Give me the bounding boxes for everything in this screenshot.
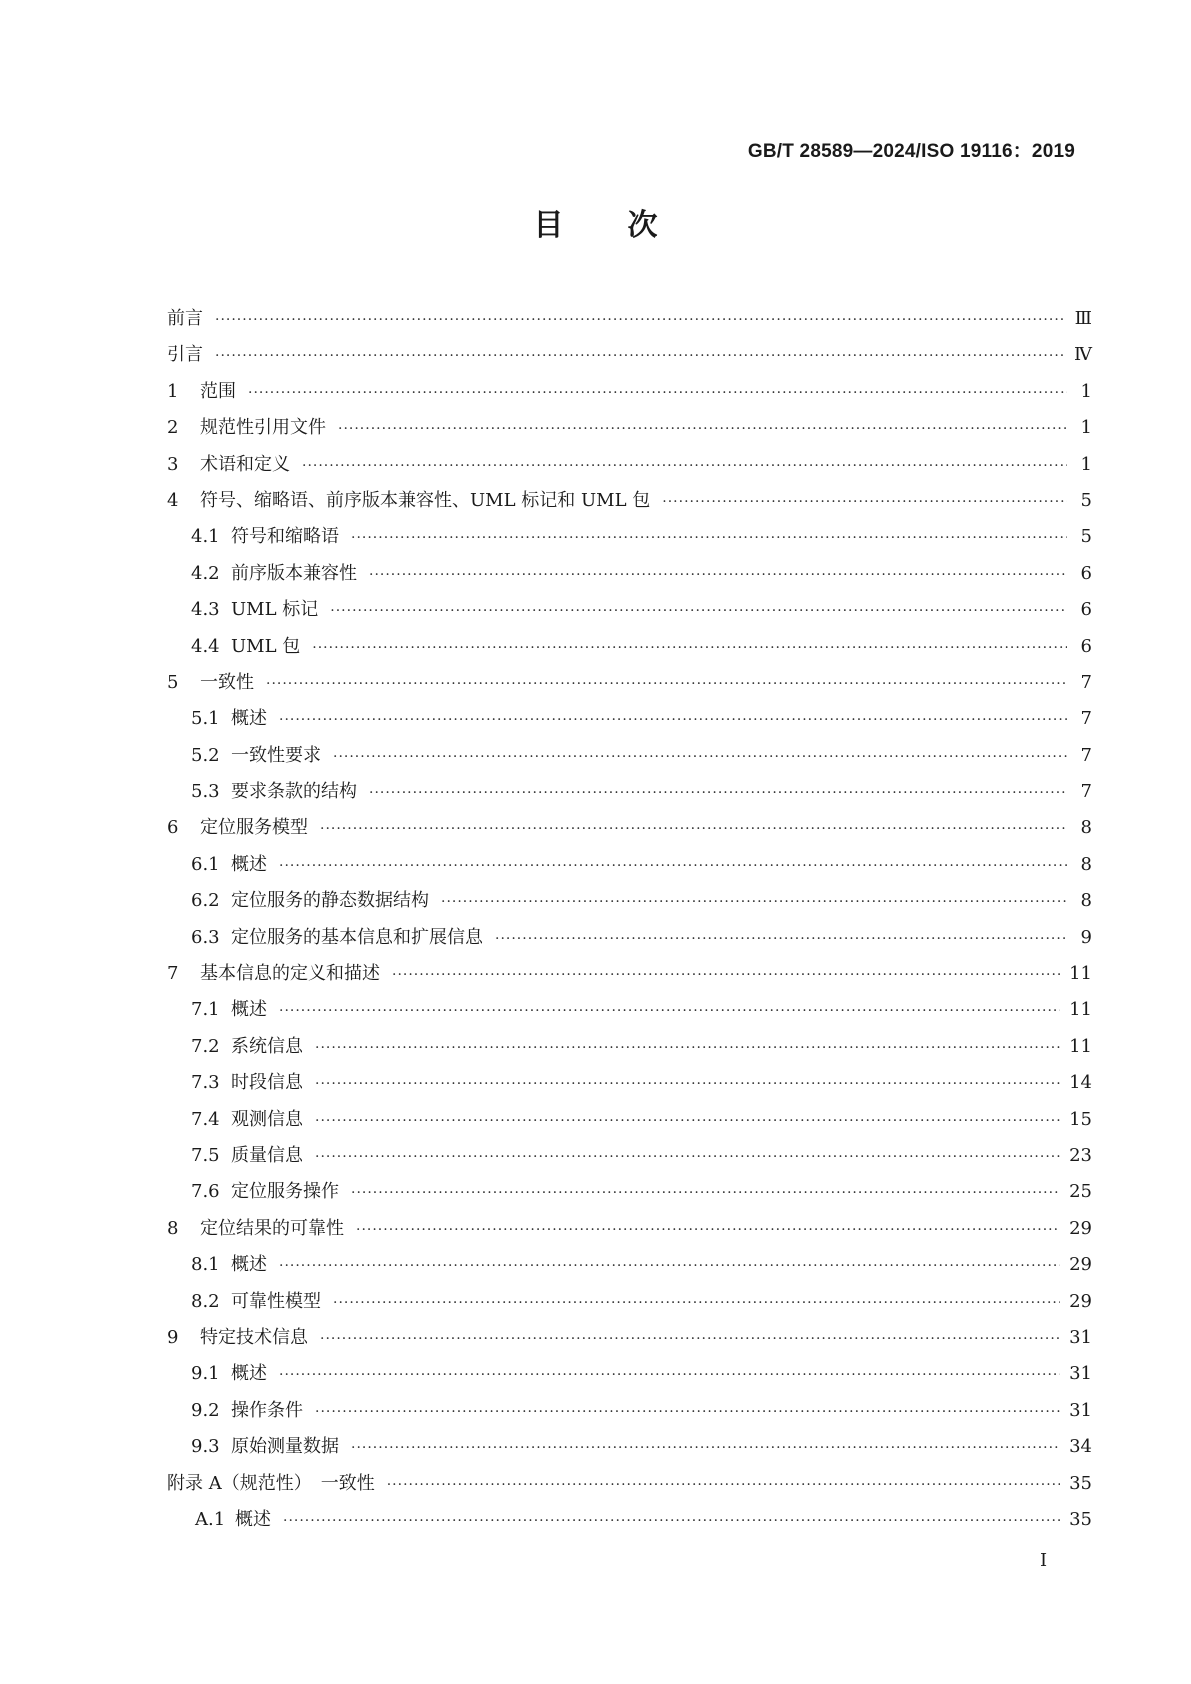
toc-entry[interactable] — [167, 883, 1092, 919]
toc-entry-page: 29 — [1069, 1290, 1092, 1312]
toc-entry-title: 系统信息 — [231, 1035, 303, 1057]
dot-leader — [330, 593, 1067, 629]
dot-leader — [315, 1066, 1060, 1102]
dot-leader — [215, 338, 1065, 374]
toc-entry-page: 8 — [1080, 890, 1092, 912]
dot-leader — [302, 448, 1067, 484]
toc-entry-page: 25 — [1069, 1181, 1092, 1203]
toc-entry-title: 基本信息的定义和描述 — [200, 963, 380, 985]
table-of-contents — [167, 301, 1092, 1538]
toc-entry[interactable] — [167, 1102, 1092, 1138]
dot-leader — [315, 1103, 1060, 1139]
toc-entry[interactable] — [167, 1284, 1092, 1320]
toc-entry-number: 5.1 — [191, 708, 220, 730]
toc-entry[interactable] — [167, 556, 1092, 592]
toc-entry[interactable] — [167, 1320, 1092, 1356]
toc-entry-title: 附录 A（规范性） 一致性 — [167, 1472, 375, 1494]
toc-entry[interactable] — [167, 1174, 1092, 1210]
toc-entry[interactable] — [167, 410, 1092, 446]
toc-entry-number: 7.1 — [191, 999, 220, 1021]
toc-entry-page: Ⅳ — [1074, 344, 1092, 366]
dot-leader — [315, 1394, 1060, 1430]
toc-entry[interactable] — [167, 1393, 1092, 1429]
toc-entry-title: 一致性 — [200, 671, 254, 693]
toc-entry[interactable] — [167, 1429, 1092, 1465]
toc-entry-page: 6 — [1080, 599, 1092, 621]
toc-entry-title: 可靠性模型 — [231, 1290, 321, 1312]
toc-entry-page: 14 — [1069, 1072, 1092, 1094]
toc-entry-number: 7.4 — [191, 1108, 220, 1130]
dot-leader — [279, 993, 1060, 1029]
toc-entry-title: 前言 — [167, 308, 203, 329]
toc-entry[interactable] — [167, 1502, 1092, 1538]
dot-leader — [333, 1285, 1060, 1321]
dot-leader — [320, 1321, 1060, 1357]
dot-leader — [248, 375, 1067, 411]
toc-entry-number: 6.1 — [191, 853, 220, 875]
dot-leader — [441, 884, 1067, 920]
toc-entry-page: 1 — [1080, 453, 1092, 475]
toc-entry-page: Ⅲ — [1074, 308, 1092, 329]
toc-entry-number: 6.3 — [191, 926, 220, 948]
dot-leader — [392, 957, 1060, 993]
toc-entry[interactable] — [167, 774, 1092, 810]
toc-entry[interactable] — [167, 1065, 1092, 1101]
toc-entry-title: 原始测量数据 — [231, 1436, 339, 1458]
toc-entry-number: 5.3 — [191, 781, 220, 803]
toc-entry-title: UML 标记 — [231, 599, 319, 621]
toc-entry-title: 定位服务的基本信息和扩展信息 — [231, 926, 483, 948]
dot-leader — [662, 484, 1067, 520]
toc-entry[interactable] — [167, 701, 1092, 737]
toc-entry-title: 概述 — [231, 853, 267, 875]
toc-entry-title: 概述 — [235, 1508, 271, 1530]
toc-entry-title: 定位服务操作 — [231, 1181, 339, 1203]
toc-entry-page: 6 — [1080, 562, 1092, 584]
toc-entry[interactable] — [167, 1466, 1092, 1502]
toc-entry[interactable] — [167, 337, 1092, 373]
toc-entry-title: 特定技术信息 — [200, 1326, 308, 1348]
toc-entry-page: 29 — [1069, 1254, 1092, 1276]
toc-entry-number: 7.3 — [191, 1072, 220, 1094]
toc-entry[interactable] — [167, 301, 1092, 337]
toc-entry[interactable] — [167, 847, 1092, 883]
toc-entry[interactable] — [167, 956, 1092, 992]
toc-entry-page: 7 — [1080, 744, 1092, 766]
toc-entry-number: 9.1 — [191, 1363, 220, 1385]
toc-entry-title: 一致性要求 — [231, 744, 321, 766]
toc-entry-title: 符号和缩略语 — [231, 526, 339, 548]
toc-entry-number: 9.3 — [191, 1436, 220, 1458]
document-code: GB/T 28589—2024/ISO 19116：2019 — [747, 141, 1075, 162]
toc-entry-number: 4.4 — [191, 635, 220, 657]
toc-entry-title: 引言 — [167, 344, 203, 366]
toc-entry-number: 4 — [167, 489, 179, 511]
toc-entry-page: 6 — [1080, 635, 1092, 657]
title-part-2: 次 — [627, 208, 658, 243]
toc-entry-number: 4.2 — [191, 562, 220, 584]
toc-entry-page: 9 — [1080, 926, 1092, 948]
toc-entry-page: 15 — [1069, 1108, 1092, 1130]
toc-entry-title: 规范性引用文件 — [200, 417, 326, 439]
dot-leader — [266, 666, 1067, 702]
toc-entry-page: 11 — [1069, 963, 1092, 985]
dot-leader — [320, 811, 1067, 847]
dot-leader — [312, 630, 1067, 666]
toc-entry-page: 7 — [1080, 708, 1092, 730]
toc-entry-page: 7 — [1080, 781, 1092, 803]
toc-entry-title: 操作条件 — [231, 1399, 303, 1421]
toc-entry-number: 8 — [167, 1217, 179, 1239]
toc-entry[interactable] — [167, 738, 1092, 774]
toc-entry-number: 2 — [167, 417, 179, 439]
toc-entry-page: 1 — [1080, 380, 1092, 402]
toc-entry-page: 5 — [1080, 489, 1092, 511]
toc-entry-title: 要求条款的结构 — [231, 781, 357, 803]
dot-leader — [279, 1248, 1060, 1284]
toc-entry-number: 6.2 — [191, 890, 220, 912]
toc-entry-page: 11 — [1069, 1035, 1092, 1057]
toc-entry-number: 8.1 — [191, 1254, 220, 1276]
dot-leader — [369, 557, 1067, 593]
toc-entry-number: 7 — [167, 963, 179, 985]
toc-entry-page: 31 — [1069, 1326, 1092, 1348]
dot-leader — [279, 1357, 1060, 1393]
toc-entry-number: 3 — [167, 453, 179, 475]
toc-entry-page: 23 — [1069, 1144, 1092, 1166]
toc-entry-title: 观测信息 — [231, 1108, 303, 1130]
toc-entry-page: 35 — [1069, 1508, 1092, 1530]
toc-entry-page: 11 — [1069, 999, 1092, 1021]
dot-leader — [369, 775, 1067, 811]
toc-entry-number: 9.2 — [191, 1399, 220, 1421]
toc-entry-number: 7.6 — [191, 1181, 220, 1203]
toc-entry-title: 时段信息 — [231, 1072, 303, 1094]
dot-leader — [356, 1212, 1060, 1248]
toc-entry[interactable] — [167, 629, 1092, 665]
toc-entry-number: 9 — [167, 1326, 179, 1348]
toc-entry-title: 概述 — [231, 1363, 267, 1385]
toc-entry-number: 6 — [167, 817, 179, 839]
toc-entry-number: 7.5 — [191, 1144, 220, 1166]
toc-entry-title: 质量信息 — [231, 1144, 303, 1166]
dot-leader — [351, 1175, 1060, 1211]
toc-entry-number: 5 — [167, 671, 179, 693]
dot-leader — [333, 739, 1067, 775]
toc-entry[interactable] — [167, 1211, 1092, 1247]
toc-entry[interactable] — [167, 447, 1092, 483]
toc-entry-page: 31 — [1069, 1399, 1092, 1421]
toc-entry[interactable] — [167, 519, 1092, 555]
dot-leader — [279, 702, 1067, 738]
dot-leader — [283, 1503, 1060, 1539]
toc-entry-page: 35 — [1069, 1472, 1092, 1494]
dot-leader — [351, 1430, 1060, 1466]
dot-leader — [351, 520, 1067, 556]
toc-entry[interactable] — [167, 1138, 1092, 1174]
toc-entry-title: 概述 — [231, 1254, 267, 1276]
toc-entry[interactable] — [167, 1029, 1092, 1065]
toc-entry[interactable] — [167, 592, 1092, 628]
page-title — [0, 200, 1191, 244]
toc-entry-number: A.1 — [195, 1508, 226, 1530]
toc-entry[interactable] — [167, 483, 1092, 519]
dot-leader — [315, 1030, 1060, 1066]
dot-leader — [338, 411, 1067, 447]
toc-entry[interactable] — [167, 810, 1092, 846]
toc-entry-page: 31 — [1069, 1363, 1092, 1385]
toc-entry[interactable] — [167, 1356, 1092, 1392]
toc-entry-page: 8 — [1080, 817, 1092, 839]
toc-entry-title: 定位服务模型 — [200, 817, 308, 839]
dot-leader — [215, 302, 1066, 338]
dot-leader — [387, 1467, 1060, 1503]
dot-leader — [495, 921, 1067, 957]
toc-entry-page: 8 — [1080, 853, 1092, 875]
page-number: I — [1040, 1550, 1048, 1571]
toc-entry-number: 8.2 — [191, 1290, 220, 1312]
toc-entry-title: 符号、缩略语、前序版本兼容性、UML 标记和 UML 包 — [200, 489, 651, 511]
toc-entry-number: 1 — [167, 380, 179, 402]
toc-entry[interactable] — [167, 1247, 1092, 1283]
toc-entry-page: 5 — [1080, 526, 1092, 548]
toc-entry-title: 概述 — [231, 708, 267, 730]
toc-entry-page: 29 — [1069, 1217, 1092, 1239]
toc-entry-title: 术语和定义 — [200, 453, 290, 475]
toc-entry-page: 34 — [1069, 1436, 1092, 1458]
dot-leader — [279, 848, 1067, 884]
toc-entry-title: 定位服务的静态数据结构 — [231, 890, 429, 912]
dot-leader — [315, 1139, 1060, 1175]
toc-entry[interactable] — [167, 920, 1092, 956]
toc-entry-title: 定位结果的可靠性 — [200, 1217, 344, 1239]
toc-entry-title: 概述 — [231, 999, 267, 1021]
toc-entry[interactable] — [167, 992, 1092, 1028]
toc-entry[interactable] — [167, 374, 1092, 410]
toc-entry-page: 7 — [1080, 671, 1092, 693]
toc-entry-number: 4.1 — [191, 526, 220, 548]
toc-entry-number: 4.3 — [191, 599, 220, 621]
toc-entry-title: 范围 — [200, 380, 236, 402]
toc-entry-title: 前序版本兼容性 — [231, 562, 357, 584]
toc-entry-number: 5.2 — [191, 744, 220, 766]
toc-entry-page: 1 — [1080, 417, 1092, 439]
toc-entry[interactable] — [167, 665, 1092, 701]
toc-entry-number: 7.2 — [191, 1035, 220, 1057]
toc-entry-title: UML 包 — [231, 635, 301, 657]
title-part-1: 目 — [533, 208, 564, 243]
